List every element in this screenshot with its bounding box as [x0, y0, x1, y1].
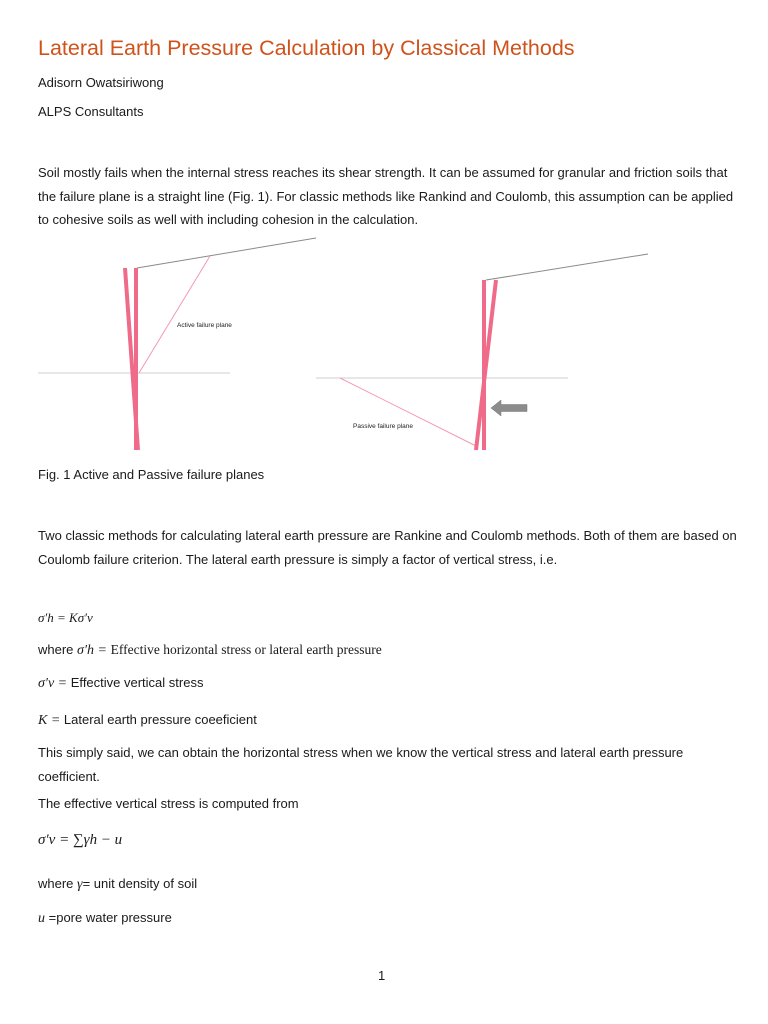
active-slope-line [137, 238, 316, 268]
document-title: Lateral Earth Pressure Calculation by Classical Methods [38, 36, 575, 60]
passive-failure-label: Passive failure plane [353, 423, 413, 430]
passive-slope-line [486, 254, 648, 280]
failure-planes-figure [0, 228, 768, 458]
definition-sigma-v [38, 675, 203, 692]
page-number: 1 [378, 968, 386, 983]
u-symbol: u [38, 911, 45, 926]
k-symbol: K = [38, 713, 61, 728]
active-failure-label: Active failure plane [177, 322, 232, 329]
author-name: Adisorn Owatsiriwong [38, 75, 164, 90]
definition-sigma-h [38, 642, 382, 659]
definition-u [38, 910, 172, 927]
where-label: where [38, 642, 74, 657]
figure-caption: Fig. 1 Active and Passive failure planes [38, 467, 265, 482]
definition-gamma [38, 876, 197, 893]
gamma-symbol: γ [77, 877, 83, 892]
definition-k [38, 712, 257, 729]
equation-horizontal-stress: σ′h = Kσ′v [38, 610, 93, 625]
u-description: =pore water pressure [48, 910, 172, 925]
computed-from-text: The effective vertical stress is computed from [38, 796, 299, 811]
sigma-v-description: Effective vertical stress [70, 675, 204, 690]
intro-paragraph: Soil mostly fails when the internal stress reaches its shear strength. It can be assumed for granular and friction soils that the failure plane is a straight line (Fig. 1). For classic methods like Rankind and Coulomb, this assumption can be applied to cohesive soils as well with including cohesion in the calculation. [38, 165, 734, 227]
passive-failure-line [340, 378, 476, 446]
methods-paragraph: Two classic methods for calculating lateral earth pressure are Rankine and Coulomb methods. Both of them are based on Coulomb failure criterion. The lateral earth pressure is simply a factor of vertical stress, i.e. [38, 528, 737, 567]
explanation-paragraph: This simply said, we can obtain the horizontal stress when we know the vertical stress and lateral earth pressure coefficient. [38, 745, 684, 784]
sigma-h-description: Effective horizontal stress or lateral earth pressure [110, 642, 382, 657]
equation-vertical-stress: σ′v = ∑γh − u [38, 832, 123, 848]
active-diagram [38, 238, 316, 450]
k-description: Lateral earth pressure coeeficient [63, 712, 257, 727]
gamma-where-label: where [38, 876, 74, 891]
sigma-v-symbol: σ′v = [38, 676, 68, 691]
passive-pressure-arrow [491, 400, 527, 416]
company-name: ALPS Consultants [38, 104, 144, 119]
active-failure-line [139, 256, 210, 373]
passive-diagram [316, 254, 648, 450]
sigma-h-symbol: σ′h = [77, 643, 107, 658]
gamma-description: = unit density of soil [82, 876, 198, 891]
